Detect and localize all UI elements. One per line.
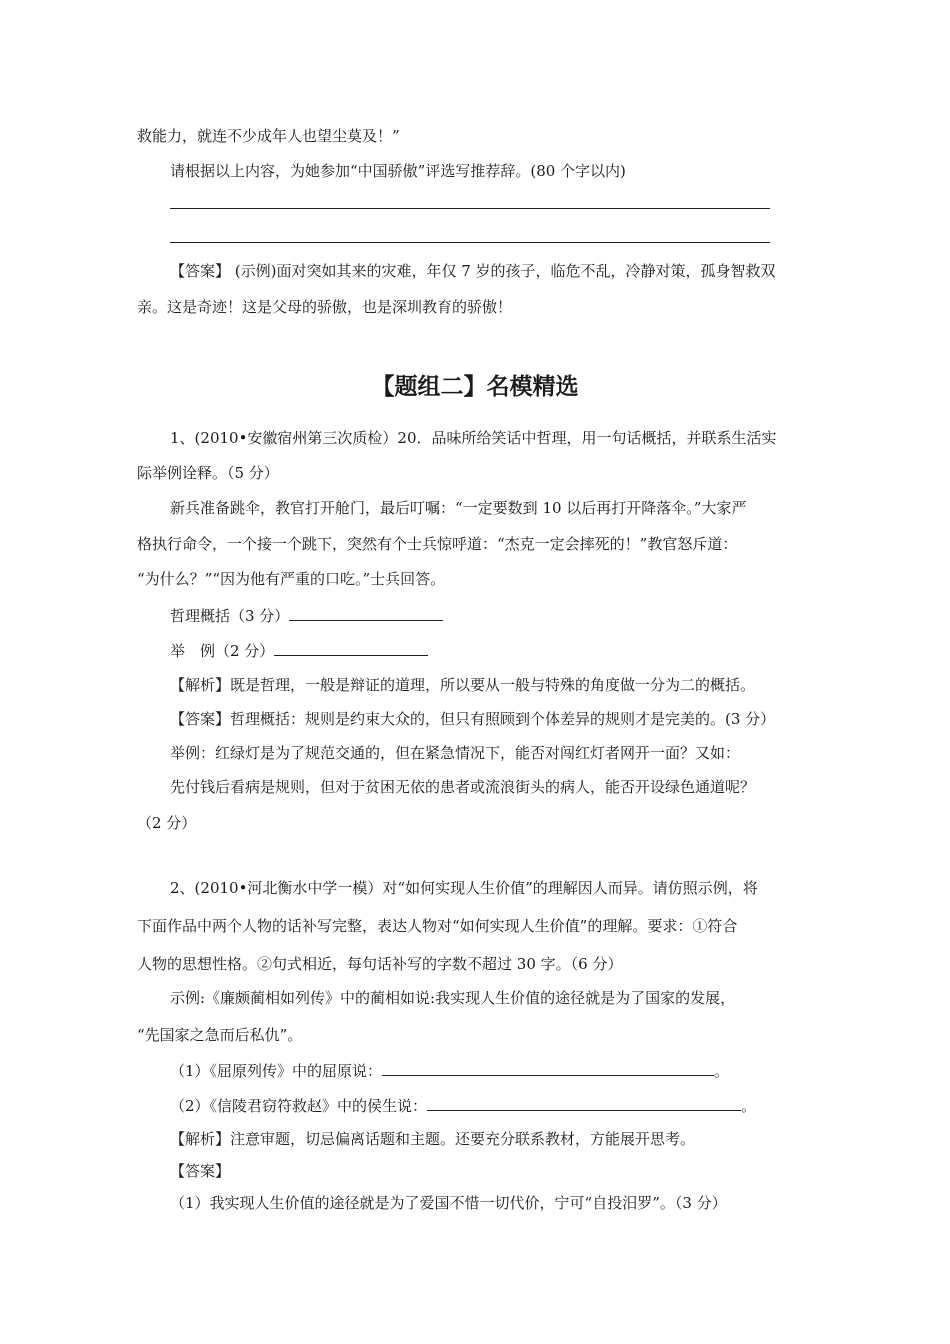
q2-item1: [170, 1060, 729, 1081]
q1-blank1: [170, 605, 443, 626]
answer-blank-line-1: [170, 208, 770, 209]
answer-blank-line-2: [170, 242, 770, 243]
q1-answer4: （2 分）: [137, 814, 197, 832]
q1-blank2-underline: [274, 640, 428, 656]
section-title: 【题组二】名模精选: [371, 374, 579, 400]
q2-item2-end: 。: [741, 1097, 757, 1115]
q2-item2-underline: [427, 1095, 741, 1111]
q2-item2-label: （2）《信陵君窃符救赵》中的侯生说：: [170, 1097, 428, 1115]
q1-answer2: 举例：红绿灯是为了规范交通的，但在紧急情况下，能否对闯红灯者网开一面？又如：: [170, 744, 741, 762]
q1-blank1-label: 哲理概括（3 分）: [170, 607, 290, 625]
q2-item1-underline: [382, 1060, 714, 1076]
prev-answer-line2: 亲。这是奇迹！这是父母的骄傲，也是深圳教育的骄傲！: [137, 298, 513, 316]
q2-line1: 2、(2010•河北衡水中学一模）对“如何实现人生价值”的理解因人而异。请仿照示例，将: [170, 879, 758, 897]
prev-prompt: 请根据以上内容，为她参加“中国骄傲”评选写推荐辞。(80 个字以内): [170, 162, 626, 180]
q1-blank1-underline: [289, 605, 443, 621]
q2-line2: 下面作品中两个人物的话补写完整，表达人物对“如何实现人生价值”的理解。要求：①符合: [137, 917, 738, 935]
q1-line1: 1、(2010•安徽宿州第三次质检）20．品味所给笑话中哲理，用一句话概括，并联系生活实: [170, 429, 777, 447]
q2-answer1: （1）我实现人生价值的途径就是为了爱国不惜一切代价，宁可“自投汨罗”。（3 分）: [170, 1194, 727, 1212]
prev-answer-line1: 【答案】 (示例)面对突如其来的灾难，年仅 7 岁的孩子，临危不乱，冷静对策，孤身智救双: [170, 262, 776, 280]
q2-analysis: 【解析】注意审题，切忌偏离话题和主题。还要充分联系教材，方能展开思考。: [170, 1130, 696, 1148]
q1-analysis: 【解析】既是哲理，一般是辩证的道理，所以要从一般与特殊的角度做一分为二的概括。: [170, 676, 756, 694]
q2-item2: [170, 1095, 756, 1116]
q2-example2: “先国家之急而后私仇”。: [137, 1026, 303, 1044]
q2-item1-label: （1）《屈原列传》中的屈原说：: [170, 1062, 383, 1080]
q1-answer3: 先付钱后看病是规则，但对于贫困无依的患者或流浪街头的病人，能否开设绿色通道呢？: [170, 778, 756, 796]
prev-continuation: 救能力，就连不少成年人也望尘莫及！”: [137, 127, 400, 145]
q1-story2: 格执行命令，一个接一个跳下，突然有个士兵惊呼道：“杰克一定会摔死的！”教官怒斥道：: [137, 535, 738, 553]
q2-answer-label: 【答案】: [170, 1162, 231, 1180]
q1-blank2-label: 举 例（2 分）: [170, 642, 275, 660]
q1-story1: 新兵准备跳伞，教官打开舱门，最后叮嘱：“一定要数到 10 以后再打开降落伞。”大家严: [170, 499, 747, 517]
q1-answer1: 【答案】哲理概括：规则是约束大众的，但只有照顾到个体差异的规则才是完美的。(3 分）: [170, 710, 776, 728]
q2-example1: 示例:《廉颇蔺相如列传》中的蔺相如说:我实现人生价值的途径就是为了国家的发展，: [170, 989, 736, 1007]
q1-line2: 际举例诠释。（5 分）: [137, 464, 279, 482]
q2-line3: 人物的思想性格。②句式相近，每句话补写的字数不超过 30 字。（6 分）: [137, 955, 623, 973]
q1-blank2: [170, 640, 428, 661]
q1-story3: “为什么？”“因为他有严重的口吃。”士兵回答。: [137, 570, 446, 588]
q2-item1-end: 。: [714, 1062, 730, 1080]
